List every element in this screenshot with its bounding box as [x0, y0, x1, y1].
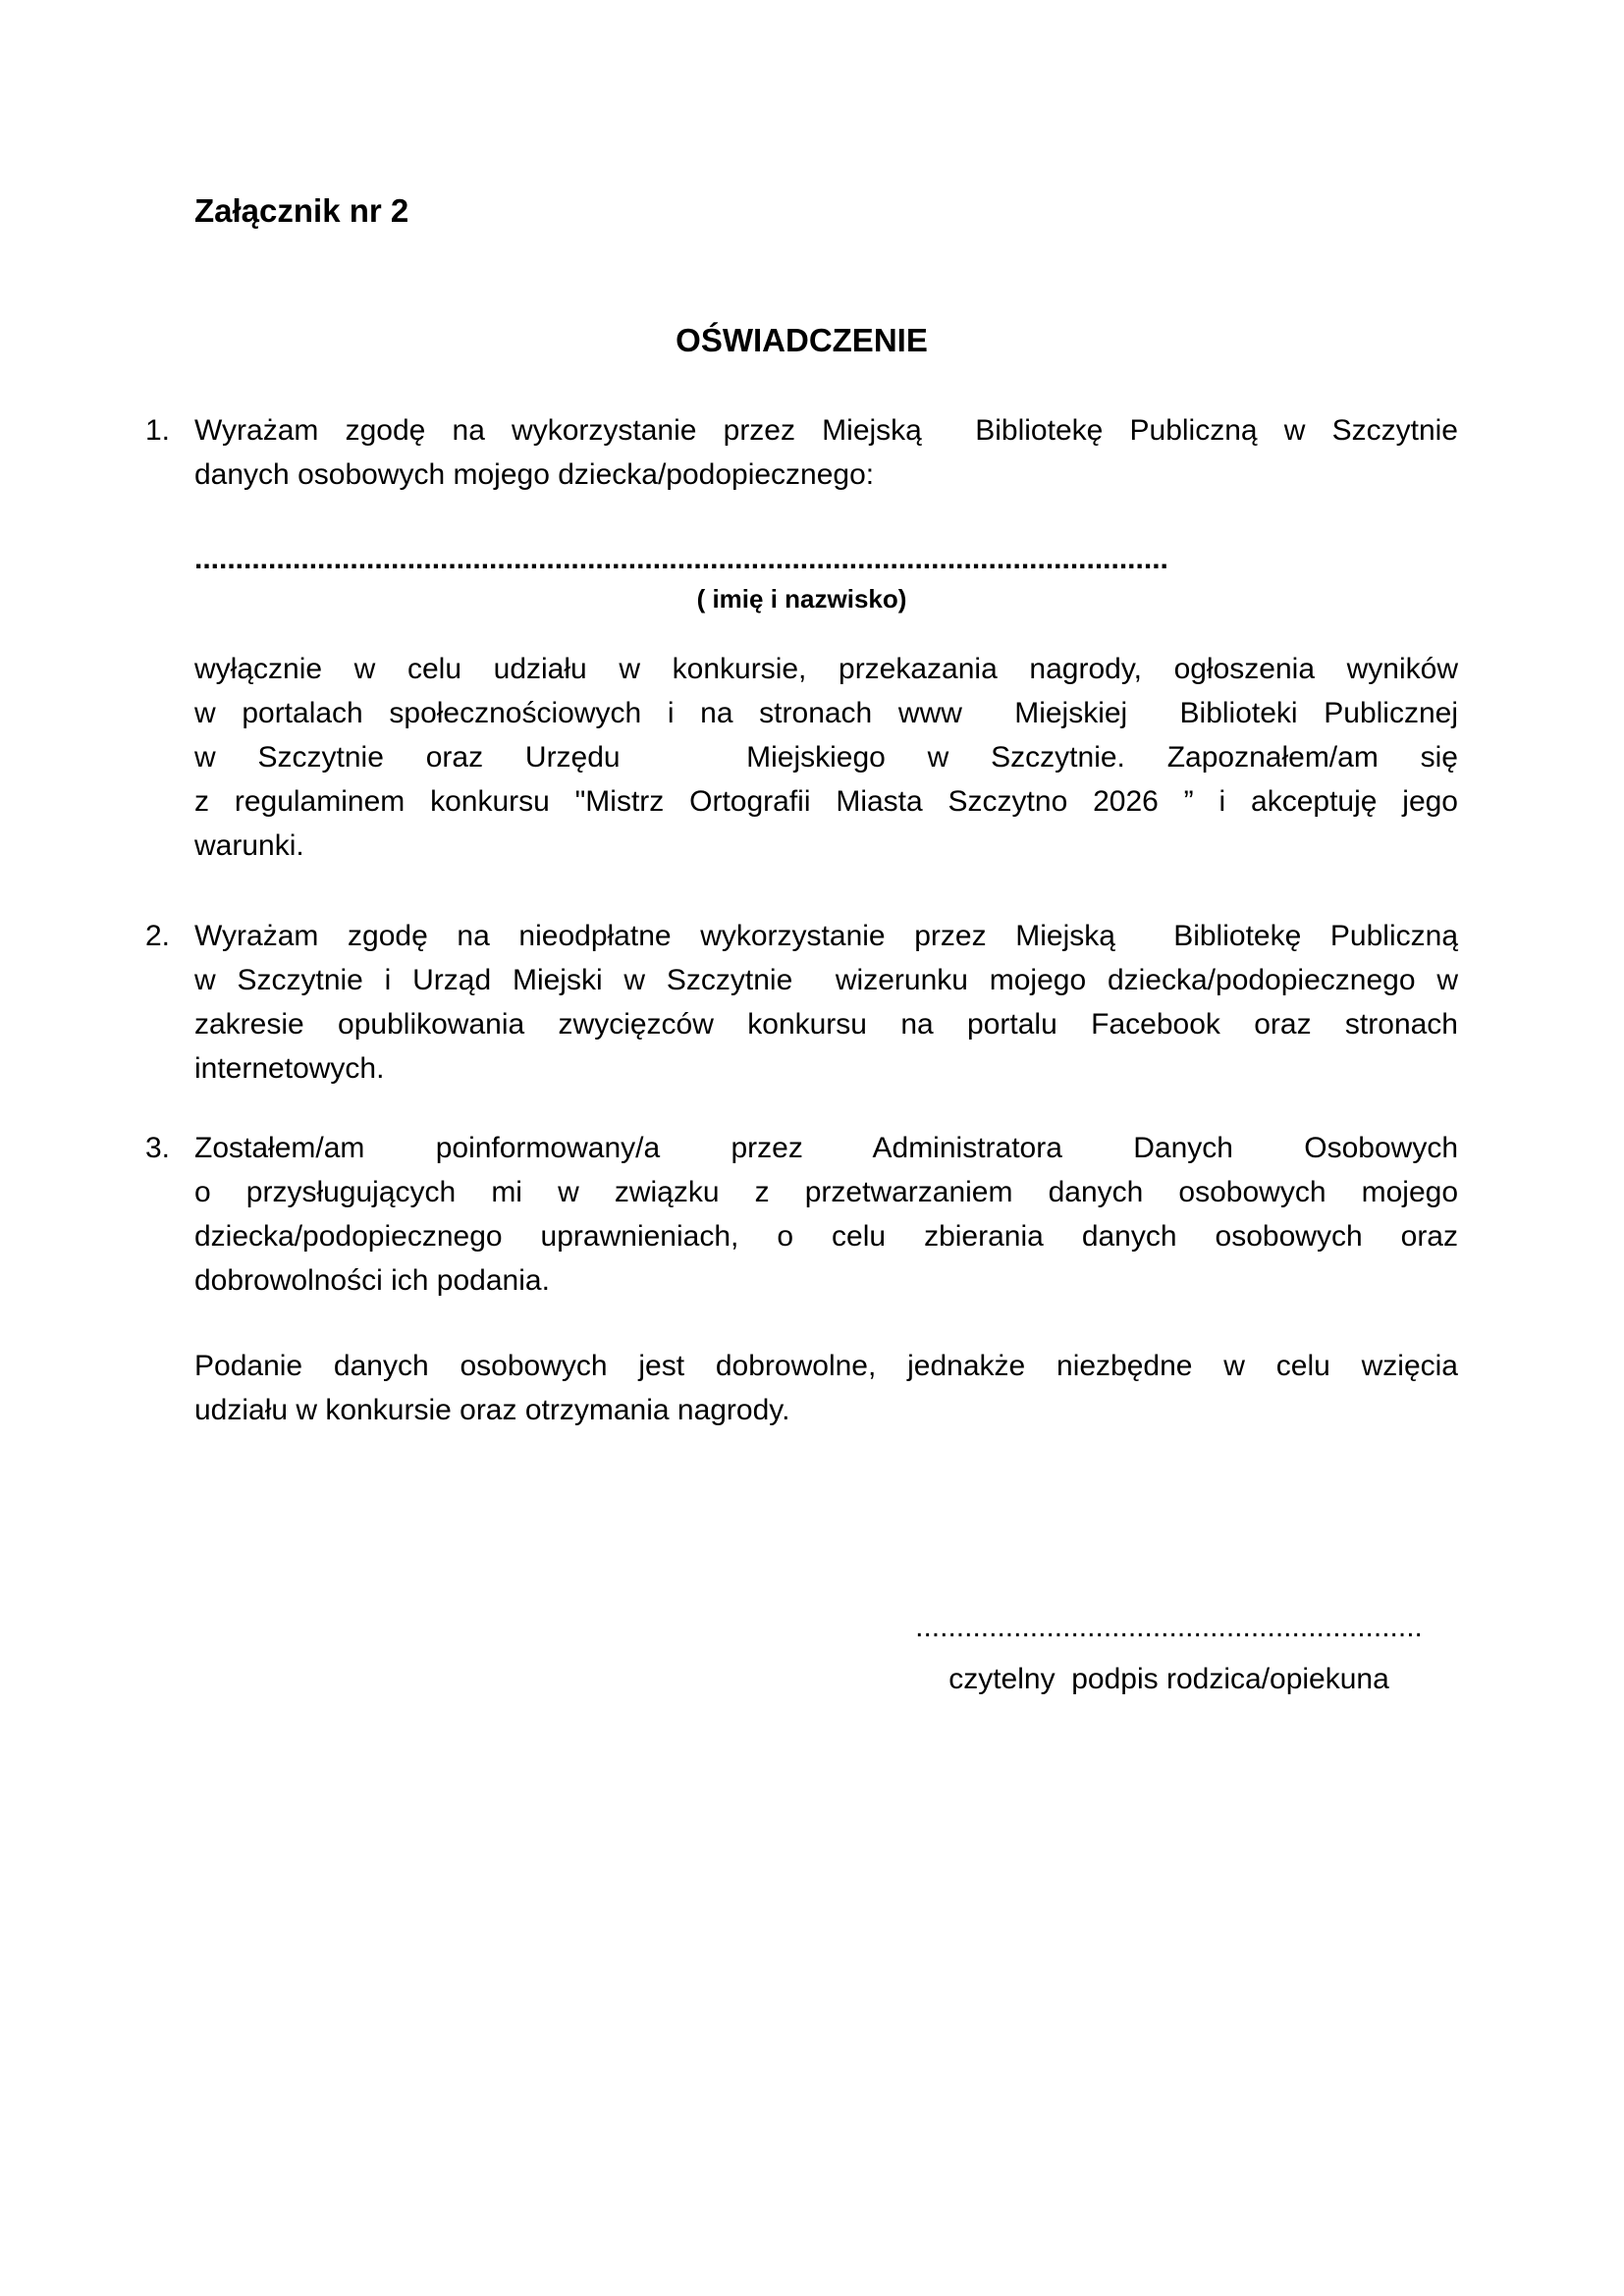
name-line-caption: ( imię i nazwisko)	[696, 584, 907, 614]
list-item-1-continuation-paragraph: wyłącznie w celu udziału w konkursie, przekazania nagrody, ogłoszenia wyników w portalach społecznościowych i na stronach www Miejskiej Biblioteki Publicznej w Szczytnie oraz Urzędu Miejskiego w Szczytnie. Zapoznałem/am się z regulaminem konkursu "Mistrz Ortografii Miasta Szczytno 2026 ” i akceptuję jego warunki.	[194, 653, 1458, 862]
list-item-3-continuation-paragraph: Podanie danych osobowych jest dobrowolne, jednakże niezbędne w celu wzięcia udziału w konkursie oraz otrzymania nagrody.	[194, 1350, 1458, 1426]
signature-block	[911, 1605, 1427, 1699]
list-item-3-paragraph: Zostałem/am poinformowany/a przez Administratora Danych Osobowych o przysługujących mi w związku z przetwarzaniem danych osobowych mojego dziecka/podopiecznego uprawnieniach, o celu zbierania danych osobowych oraz dobrowolności ich podania.	[194, 1132, 1458, 1297]
attachment-label: Załącznik nr 2	[194, 192, 409, 229]
list-item-2-paragraph: Wyrażam zgodę na nieodpłatne wykorzystanie przez Miejską Bibliotekę Publiczną w Szczytnie i Urząd Miejski w Szczytnie wizerunku mojego dziecka/podopiecznego w zakresie opublikowania zwycięzców konkursu na portalu Facebook oraz stronach internetowych.	[194, 920, 1458, 1085]
list-item-3-number: 3.	[145, 1132, 171, 1164]
list-item-2	[145, 914, 1458, 1091]
signature-caption: czytelny podpis rodzica/opiekuna	[948, 1663, 1389, 1695]
name-fill-in-dotted-line: .......................................................................................................................	[194, 543, 1168, 575]
signature-dotted-line: ..............................................................	[915, 1611, 1423, 1643]
list-item-2-number: 2.	[145, 920, 171, 952]
list-item-1-paragraph: Wyrażam zgodę na wykorzystanie przez Miejską Bibliotekę Publiczną w Szczytnie danych osobowych mojego dziecka/podopiecznego:	[194, 414, 1458, 491]
document-content	[145, 190, 1458, 1699]
document-title: OŚWIADCZENIE	[676, 322, 928, 358]
list-item-3	[145, 1126, 1458, 1303]
list-item-1	[145, 408, 1458, 497]
list-item-1-number: 1.	[145, 414, 171, 447]
